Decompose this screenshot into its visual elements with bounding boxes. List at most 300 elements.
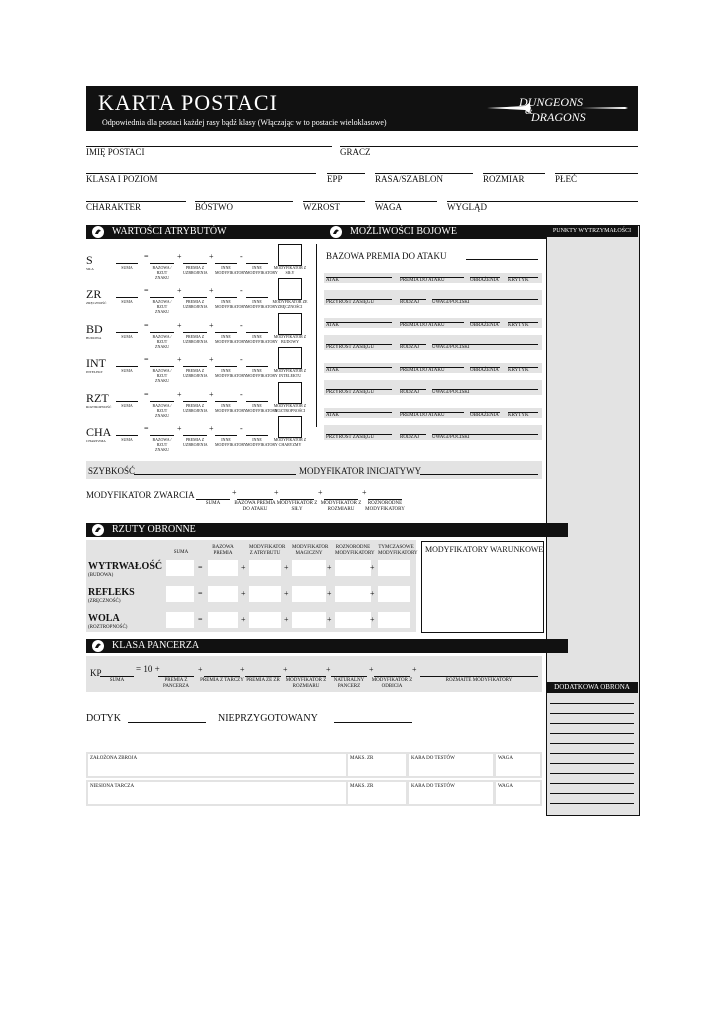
ac-slot[interactable]: [158, 676, 194, 677]
attr-col-label: SUMA: [121, 299, 133, 304]
gear-cell-label: MAKS. ZR: [350, 784, 374, 789]
extra-defense-line[interactable]: [550, 733, 634, 734]
attack-col-label: KRYTYK: [508, 323, 529, 328]
attack-col-label: PREMIA DO ATAKU: [400, 278, 445, 283]
save-operator: +: [284, 563, 289, 572]
attr-col-label: BAZOWA / RZUT ZNAKU: [152, 437, 172, 452]
attack-col-label: KRYTYK: [508, 278, 529, 283]
attr-col-label: SUMA: [121, 437, 133, 442]
attr-name: ZRĘCZNOŚĆ: [86, 301, 107, 305]
attack-col-label: OBRAŻENIA: [470, 413, 499, 418]
attr-col-label: BAZOWA / RZUT ZNAKU: [152, 265, 172, 280]
attr-modifier-label: MODYFIKATOR Z BUDOWY: [273, 334, 307, 344]
attack-bonus-field[interactable]: [400, 367, 464, 368]
attr-col-label: SUMA: [121, 368, 133, 373]
attr-name: SIŁA: [86, 267, 94, 271]
attr-abbr: ZR: [86, 287, 102, 301]
attack-name-field[interactable]: [326, 277, 392, 278]
grapple-col-label: BAZOWA PREMIA DO ATAKU: [234, 501, 276, 512]
attack-crit-field[interactable]: [508, 412, 538, 413]
hp-title: PUNKTY WYTRZYMAŁOŚCI: [546, 225, 638, 237]
label-wzrost: WZROST: [303, 202, 340, 212]
attr-operator: -: [240, 252, 243, 261]
save-operator: +: [370, 563, 375, 572]
dragon-icon: [90, 639, 106, 653]
attributes-divider: [316, 244, 317, 427]
save-operator: +: [284, 615, 289, 624]
save-name: REFLEKS: [88, 587, 135, 598]
save-value-box[interactable]: [335, 612, 371, 628]
attr-slot[interactable]: [150, 366, 174, 367]
attr-slot[interactable]: [183, 401, 207, 402]
attack-bonus-field[interactable]: [400, 322, 464, 323]
extra-defense-line[interactable]: [550, 793, 634, 794]
save-value-box[interactable]: [249, 586, 281, 602]
attr-modifier-box[interactable]: [278, 347, 302, 369]
attack-col-label: ATAK: [326, 278, 339, 283]
attr-operator: -: [240, 424, 243, 433]
attack-range-field[interactable]: [326, 299, 392, 300]
gear-cell-label: WAGA: [498, 784, 513, 789]
save-value-box[interactable]: [208, 612, 238, 628]
attr-slot[interactable]: [215, 263, 237, 264]
gear-cell-label: WAGA: [498, 756, 513, 761]
save-subname: (ROZTROPNOŚĆ): [88, 625, 128, 630]
grapple-col-label: SUMA: [205, 501, 221, 506]
attr-col-label: PREMIA Z UZBROJENIA: [183, 299, 208, 309]
attack-notes-field[interactable]: [432, 344, 538, 345]
extra-defense-line[interactable]: [550, 703, 634, 704]
save-operator: =: [198, 563, 203, 572]
attack-type-field[interactable]: [400, 434, 426, 435]
attr-col-label: BAZOWA / RZUT ZNAKU: [152, 299, 172, 314]
attr-name: ROZTROPNOŚĆ: [86, 405, 112, 409]
attr-slot[interactable]: [215, 332, 237, 333]
attack-type-field[interactable]: [400, 299, 426, 300]
attributes-bar: [86, 225, 338, 239]
save-value-box[interactable]: [249, 612, 281, 628]
field-gracz[interactable]: [340, 146, 638, 147]
attr-slot[interactable]: [246, 297, 268, 298]
svg-text:&: &: [525, 106, 533, 117]
attack-col-label: OBRAŻENIA: [470, 368, 499, 373]
attack-crit-field[interactable]: [508, 277, 538, 278]
grapple-slot[interactable]: [196, 499, 230, 500]
attack-damage-field[interactable]: [470, 412, 500, 413]
attack-type-field[interactable]: [400, 389, 426, 390]
sheet-title: KARTA POSTACI: [98, 90, 278, 115]
ac-col-label: MODYFIKATOR Z ROZMIARU: [285, 678, 327, 689]
extra-defense-line[interactable]: [550, 773, 634, 774]
extra-defense-line[interactable]: [550, 763, 634, 764]
save-operator: =: [198, 615, 203, 624]
attr-slot[interactable]: [150, 297, 174, 298]
ac-col-label: PREMIA Z TARCZY: [200, 678, 244, 683]
ac-col-label: MODYFIKATOR Z ODBICIA: [371, 678, 413, 689]
attr-slot[interactable]: [183, 435, 207, 436]
attack-type-field[interactable]: [400, 344, 426, 345]
attack-crit-field[interactable]: [508, 367, 538, 368]
ac-col-label: PREMIA Z PANCERZA: [163, 678, 189, 689]
save-value-box[interactable]: [335, 586, 371, 602]
save-operator: +: [241, 615, 246, 624]
save-operator: +: [284, 589, 289, 598]
attr-slot[interactable]: [116, 263, 138, 264]
attr-slot[interactable]: [215, 401, 237, 402]
attack-gap: [324, 283, 542, 290]
attr-col-label: INNE MODYFIKATORY: [215, 265, 247, 275]
attr-modifier-label: MODYFIKATOR Z INTELEKTU: [273, 368, 307, 378]
attack-name-field[interactable]: [326, 367, 392, 368]
attack-col-label: RODZAJ: [400, 345, 420, 350]
save-operator: +: [327, 563, 332, 572]
combat-bar: [324, 225, 568, 239]
ac-operator: +: [240, 665, 245, 674]
attack-col-label: KRYTYK: [508, 368, 529, 373]
attack-col-label: PRZYROST ZASIĘGU: [326, 390, 375, 395]
grapple-slot[interactable]: [324, 499, 358, 500]
save-operator: +: [370, 589, 375, 598]
gear-cell-label: ZAŁOŻONA ZBROJA: [90, 756, 138, 761]
save-operator: +: [327, 589, 332, 598]
attr-operator: +: [209, 424, 214, 433]
attr-col-label: SUMA: [121, 334, 133, 339]
saves-col-label: ROZNORODNE MODYFIKATORY: [335, 545, 375, 556]
save-value-box[interactable]: [249, 560, 281, 576]
touch-field[interactable]: [128, 722, 206, 723]
attr-operator: -: [240, 321, 243, 330]
attr-abbr: BD: [86, 322, 103, 336]
attr-slot[interactable]: [215, 297, 237, 298]
extra-defense-line[interactable]: [550, 783, 634, 784]
attack-col-label: KRYTYK: [508, 413, 529, 418]
attr-modifier-box[interactable]: [278, 313, 302, 335]
attr-col-label: INNE MODYFIKATORY: [215, 334, 247, 344]
svg-text:DUNGEONS: DUNGEONS: [519, 95, 584, 109]
attr-col-label: BAZOWA / RZUT ZNAKU: [152, 368, 172, 383]
saves-col-label: TYMCZASOWE MODYFIKATORY: [378, 545, 418, 556]
ac-col-label: NATURALNY PANCERZ: [333, 678, 365, 689]
save-value-box[interactable]: [292, 612, 326, 628]
sheet-header: [86, 86, 638, 131]
extra-defense-line[interactable]: [550, 753, 634, 754]
attr-slot[interactable]: [116, 435, 138, 436]
attack-crit-field[interactable]: [508, 322, 538, 323]
attack-name-field[interactable]: [326, 412, 392, 413]
save-operator: +: [241, 563, 246, 572]
grapple-slot[interactable]: [368, 499, 402, 500]
attr-col-label: INNE MODYFIKATORY: [215, 299, 247, 309]
attack-notes-field[interactable]: [432, 434, 538, 435]
attack-col-label: RODZAJ: [400, 300, 420, 305]
attr-operator: +: [177, 286, 182, 295]
attr-slot[interactable]: [246, 366, 268, 367]
attr-modifier-label: MODYFIKATOR Z ROZTROPNOŚCI: [273, 403, 307, 413]
ac-slot[interactable]: [420, 676, 538, 677]
attack-gap: [324, 328, 542, 335]
extra-defense-line[interactable]: [550, 743, 634, 744]
attr-slot[interactable]: [183, 263, 207, 264]
saves-col-label: MODYFIKATOR Z ATRYBUTU: [249, 545, 286, 556]
bab-field[interactable]: [466, 259, 538, 260]
save-value-box[interactable]: [292, 560, 326, 576]
attack-gap: [324, 418, 542, 425]
ac-slot[interactable]: [286, 676, 326, 677]
attack-col-label: UWAGI/POCISKI: [432, 435, 470, 440]
attr-col-label: PREMIA Z UZBROJENIA: [183, 368, 208, 378]
attack-col-label: UWAGI/POCISKI: [432, 390, 470, 395]
attr-slot[interactable]: [150, 435, 174, 436]
label-charakter: CHARAKTER: [86, 202, 142, 212]
ac-ten-label: = 10 +: [136, 664, 160, 674]
attr-col-label: INNE MODYFIKATORY: [246, 265, 278, 275]
save-value-box[interactable]: [335, 560, 371, 576]
bab-label: BAZOWA PREMIA DO ATAKU: [326, 251, 447, 261]
attr-slot[interactable]: [246, 435, 268, 436]
attr-name: BUDOWA: [86, 336, 102, 340]
attr-col-label: PREMIA Z UZBROJENIA: [183, 437, 208, 447]
attr-operator: +: [177, 390, 182, 399]
attack-notes-field[interactable]: [432, 299, 538, 300]
attr-modifier-box[interactable]: [278, 416, 302, 438]
attr-col-label: SUMA: [121, 403, 133, 408]
attr-slot[interactable]: [116, 297, 138, 298]
grapple-operator: +: [232, 488, 237, 497]
grapple-label: MODYFIKATOR ZWARCIA: [86, 490, 195, 500]
attr-abbr: INT: [86, 356, 106, 370]
attack-col-label: ATAK: [326, 413, 339, 418]
extra-defense-title: DODATKOWA OBRONA: [546, 682, 638, 693]
save-value-box[interactable]: [378, 612, 410, 628]
attack-name-field[interactable]: [326, 322, 392, 323]
conditional-box[interactable]: [421, 541, 544, 633]
ac-operator: +: [412, 665, 417, 674]
save-value-box[interactable]: [378, 586, 410, 602]
attr-col-label: BAZOWA / RZUT ZNAKU: [152, 334, 172, 349]
attr-name: INTELEKT: [86, 370, 103, 374]
attr-operator: =: [144, 252, 149, 261]
attack-col-label: OBRAŻENIA: [470, 278, 499, 283]
attr-modifier-label: MODYFIKATOR Z CHARYZMY: [273, 437, 307, 447]
attr-operator: +: [209, 390, 214, 399]
attr-slot[interactable]: [116, 401, 138, 402]
ac-slot[interactable]: [204, 676, 240, 677]
conditional-label: MODYFIKATORY WARUNKOWE: [425, 545, 544, 554]
ac-operator: +: [198, 665, 203, 674]
attr-operator: =: [144, 355, 149, 364]
save-operator: +: [241, 589, 246, 598]
attr-slot[interactable]: [183, 297, 207, 298]
dragon-icon: [328, 225, 344, 239]
save-subname: (BUDOWA): [88, 573, 114, 578]
attack-damage-field[interactable]: [470, 277, 500, 278]
flatfooted-field[interactable]: [334, 722, 412, 723]
svg-text:DRAGONS: DRAGONS: [531, 110, 586, 124]
attr-operator: +: [209, 321, 214, 330]
saves-col-label: BAZOWA PREMIA: [212, 545, 234, 556]
attr-col-label: INNE MODYFIKATORY: [215, 437, 247, 447]
attack-col-label: PRZYROST ZASIĘGU: [326, 345, 375, 350]
label-plec: PŁEĆ: [555, 174, 578, 184]
ac-bar: [86, 639, 568, 653]
attack-bonus-field[interactable]: [400, 412, 464, 413]
initiative-field[interactable]: [420, 474, 538, 475]
attr-col-label: INNE MODYFIKATORY: [246, 368, 278, 378]
attack-range-field[interactable]: [326, 344, 392, 345]
attack-range-field[interactable]: [326, 389, 392, 390]
ac-slot[interactable]: [374, 676, 410, 677]
ac-slot[interactable]: [245, 676, 281, 677]
label-klasa: KLASA I POZIOM: [86, 174, 158, 184]
sheet-subtitle: Odpowiednia dla postaci każdej rasy bądź klasy (Włączając w to postacie wieloklasowe): [102, 118, 387, 127]
ac-operator: +: [283, 665, 288, 674]
attr-operator: =: [144, 424, 149, 433]
attr-modifier-label: MODYFIKATOR ZE ZRĘCZNOŚCI: [272, 299, 308, 309]
attr-slot[interactable]: [150, 401, 174, 402]
attr-operator: +: [209, 355, 214, 364]
attack-col-label: PRZYROST ZASIĘGU: [326, 435, 375, 440]
attr-operator: +: [209, 286, 214, 295]
attr-col-label: INNE MODYFIKATORY: [215, 403, 247, 413]
dragon-icon: [90, 225, 106, 239]
attack-range-field[interactable]: [326, 434, 392, 435]
save-value-box[interactable]: [292, 586, 326, 602]
label-gracz: GRACZ: [340, 147, 371, 157]
attr-slot[interactable]: [246, 401, 268, 402]
attr-slot[interactable]: [150, 263, 174, 264]
grapple-col-label: ROZNORODNE MODYFIKATORY: [365, 501, 405, 512]
attack-gap: [324, 373, 542, 380]
label-rasa: RASA/SZABLON: [375, 174, 444, 184]
attr-slot[interactable]: [116, 366, 138, 367]
attack-col-label: PREMIA DO ATAKU: [400, 413, 445, 418]
speed-label: SZYBKOŚĆ: [88, 466, 136, 476]
save-operator: +: [370, 615, 375, 624]
ac-col-label: SUMA: [109, 678, 125, 683]
initiative-label: MODYFIKATOR INICJATYWY: [299, 466, 422, 476]
ac-operator: +: [369, 665, 374, 674]
attr-modifier-box[interactable]: [278, 244, 302, 266]
label-waga: WAGA: [375, 202, 402, 212]
attr-col-label: BAZOWA / RZUT ZNAKU: [152, 403, 172, 418]
gear-cell-label: KARA DO TESTÓW: [411, 784, 455, 789]
attr-operator: =: [144, 286, 149, 295]
save-operator: =: [198, 589, 203, 598]
attr-slot[interactable]: [183, 332, 207, 333]
attributes-title: WARTOŚCI ATRYBUTÓW: [112, 226, 227, 237]
attack-col-label: PRZYROST ZASIĘGU: [326, 300, 375, 305]
ac-operator: +: [326, 665, 331, 674]
attr-operator: +: [177, 252, 182, 261]
attr-modifier-box[interactable]: [278, 278, 302, 300]
attr-col-label: PREMIA Z UZBROJENIA: [183, 265, 208, 275]
grapple-operator: +: [274, 488, 279, 497]
attr-slot[interactable]: [246, 332, 268, 333]
save-subname: (ZRĘCZNOŚĆ): [88, 599, 121, 604]
attack-notes-field[interactable]: [432, 389, 538, 390]
attr-slot[interactable]: [183, 366, 207, 367]
attr-operator: +: [177, 424, 182, 433]
attr-abbr: S: [86, 253, 93, 267]
label-epp: EPP: [327, 174, 343, 184]
attr-operator: =: [144, 390, 149, 399]
saves-col-label: MODYFIKATOR MAGICZNY: [292, 545, 329, 556]
attr-modifier-label: MODYFIKATOR Z SIŁY: [273, 265, 307, 275]
attr-abbr: CHA: [86, 425, 112, 439]
attr-operator: +: [177, 321, 182, 330]
attack-col-label: RODZAJ: [400, 390, 420, 395]
attack-bonus-field[interactable]: [400, 277, 464, 278]
attack-col-label: OBRAŻENIA: [470, 323, 499, 328]
attr-operator: -: [240, 355, 243, 364]
attr-name: CHARYZMA: [86, 439, 106, 443]
attr-slot[interactable]: [246, 263, 268, 264]
attack-damage-field[interactable]: [470, 322, 500, 323]
hp-field[interactable]: [548, 239, 636, 679]
attr-slot[interactable]: [116, 332, 138, 333]
ac-title: KLASA PANCERZA: [112, 640, 200, 651]
attr-slot[interactable]: [215, 435, 237, 436]
attack-col-label: RODZAJ: [400, 435, 420, 440]
ac-slot[interactable]: [100, 676, 134, 677]
attr-col-label: INNE MODYFIKATORY: [246, 334, 278, 344]
dnd-logo: [485, 92, 630, 125]
save-total-box[interactable]: [166, 586, 194, 602]
attr-operator: -: [240, 286, 243, 295]
extra-defense-line[interactable]: [550, 713, 634, 714]
label-rozmiar: ROZMIAR: [483, 174, 525, 184]
save-value-box[interactable]: [378, 560, 410, 576]
grapple-col-label: MODYFIKATOR Z ROZMIARU: [320, 501, 362, 512]
saves-bar: [86, 523, 568, 537]
ac-col-label: PREMIA ZE ZR: [246, 678, 280, 683]
save-total-box[interactable]: [166, 560, 194, 576]
attr-col-label: PREMIA Z UZBROJENIA: [183, 403, 208, 413]
extra-defense-line[interactable]: [550, 803, 634, 804]
gear-cell-label: NIESIONA TARCZA: [90, 784, 135, 789]
attack-col-label: ATAK: [326, 368, 339, 373]
ac-slot[interactable]: [331, 676, 367, 677]
combat-title: MOŻLIWOŚCI BOJOWE: [350, 226, 457, 237]
field-imie[interactable]: [86, 146, 332, 147]
save-total-box[interactable]: [166, 612, 194, 628]
attr-modifier-box[interactable]: [278, 382, 302, 404]
ac-kp-label: KP: [90, 668, 102, 678]
attr-abbr: RZT: [86, 391, 109, 405]
label-bostwo: BÓSTWO: [195, 202, 233, 212]
attr-col-label: INNE MODYFIKATORY: [246, 403, 278, 413]
attr-slot[interactable]: [150, 332, 174, 333]
attr-col-label: INNE MODYFIKATORY: [246, 299, 278, 309]
save-name: WYTRWAŁOŚĆ: [88, 561, 163, 572]
save-value-box[interactable]: [208, 586, 238, 602]
attr-col-label: INNE MODYFIKATORY: [215, 368, 247, 378]
extra-defense-line[interactable]: [550, 723, 634, 724]
attack-col-label: ATAK: [326, 323, 339, 328]
speed-field[interactable]: [134, 474, 296, 475]
grapple-slot[interactable]: [237, 499, 273, 500]
attr-slot[interactable]: [215, 366, 237, 367]
attr-operator: +: [177, 355, 182, 364]
grapple-operator: +: [318, 488, 323, 497]
touch-label: DOTYK: [86, 713, 121, 724]
attack-col-label: UWAGI/POCISKI: [432, 300, 470, 305]
attr-col-label: INNE MODYFIKATORY: [246, 437, 278, 447]
save-value-box[interactable]: [208, 560, 238, 576]
dragon-icon: [90, 523, 106, 537]
attack-damage-field[interactable]: [470, 367, 500, 368]
grapple-slot[interactable]: [280, 499, 314, 500]
